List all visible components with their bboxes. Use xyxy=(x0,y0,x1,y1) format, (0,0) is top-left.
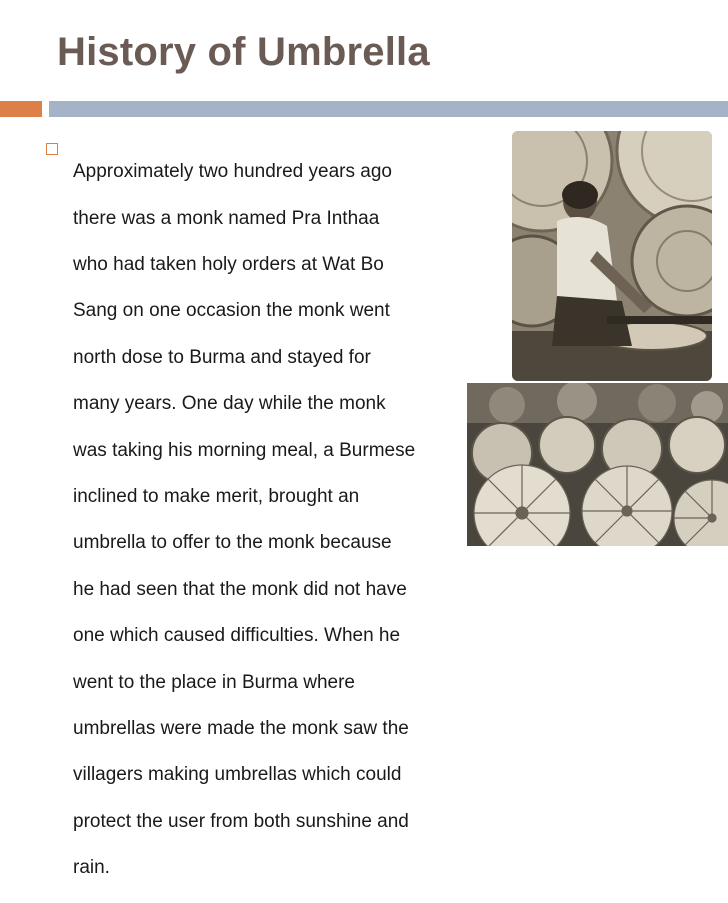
body-line: inclined to make merit, brought an xyxy=(73,486,360,508)
body-line: who had taken holy orders at Wat Bo xyxy=(73,254,384,276)
accent-bar-blue xyxy=(49,101,728,117)
body-line: was taking his morning meal, a Burmese xyxy=(73,439,416,461)
body-line: umbrellas were made the monk saw the xyxy=(73,718,409,740)
body-line: north dose to Burma and stayed for xyxy=(73,346,371,368)
body-line: villagers making umbrellas which could xyxy=(73,764,402,786)
slide-title: History of Umbrella xyxy=(57,30,430,74)
photo-boy-painting-umbrella xyxy=(512,131,712,381)
photo-umbrellas-display xyxy=(467,383,728,546)
body-line: went to the place in Burma where xyxy=(73,671,355,693)
body-line: rain. xyxy=(73,857,110,879)
body-line: he had seen that the monk did not have xyxy=(73,578,407,600)
bullet-square-icon xyxy=(46,143,58,155)
body-line: umbrella to offer to the monk because xyxy=(73,532,392,554)
body-line: protect the user from both sunshine and xyxy=(73,810,409,832)
body-line: Approximately two hundred years ago xyxy=(73,161,392,183)
body-line: one which caused difficulties. When he xyxy=(73,625,401,647)
body-line: there was a monk named Pra Inthaa xyxy=(73,207,380,229)
body-paragraph xyxy=(73,137,473,903)
body-line: many years. One day while the monk xyxy=(73,393,386,415)
body-line: Sang on one occasion the monk went xyxy=(73,300,390,322)
accent-bar-orange xyxy=(0,101,42,117)
